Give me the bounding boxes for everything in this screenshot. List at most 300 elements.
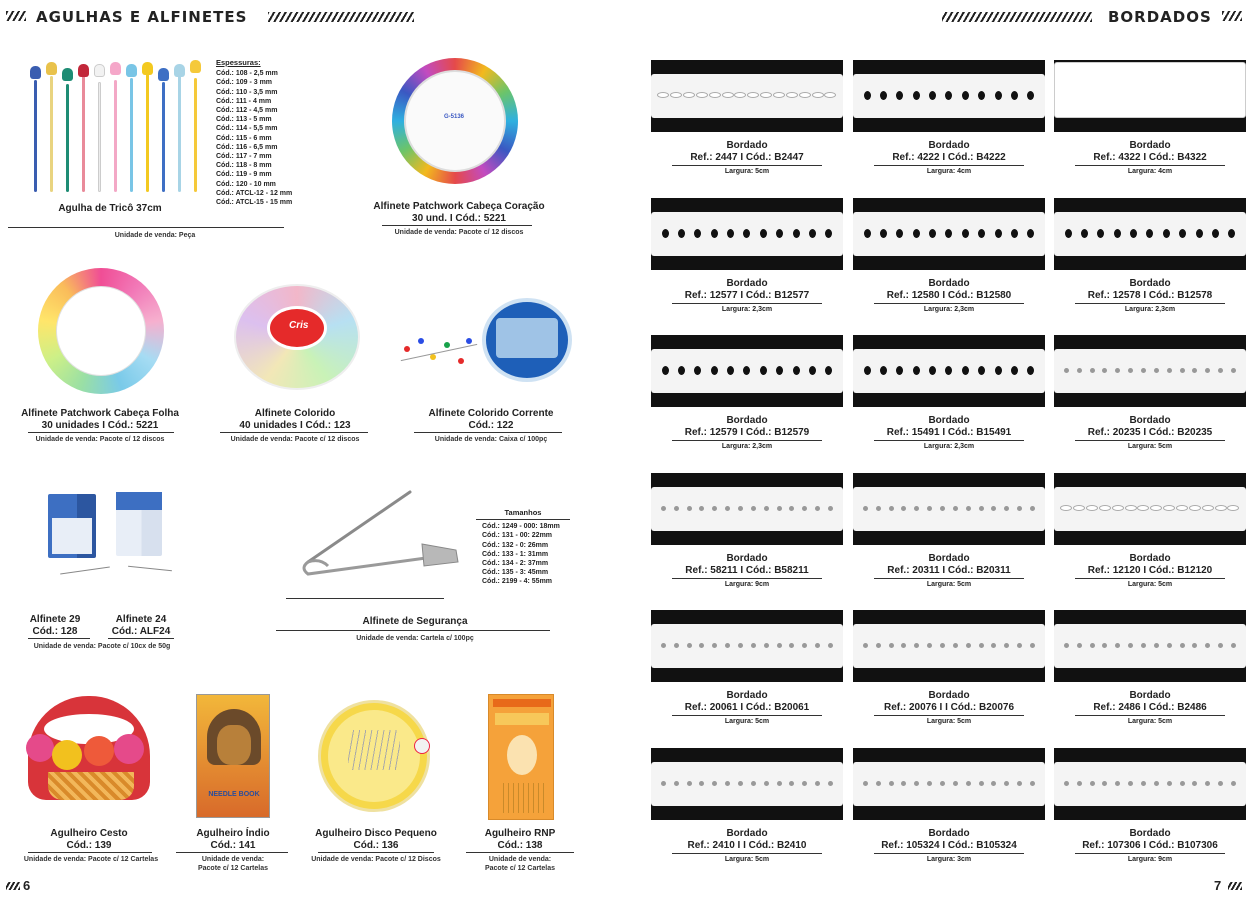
spec-item: Cód.: 133 - 1: 31mm: [482, 550, 549, 558]
heart-unit: Unidade de venda: Pacote c/ 12 discos: [394, 229, 524, 236]
bordado-pattern-mark: [1205, 781, 1210, 786]
bordado-pattern-mark: [953, 643, 958, 648]
bordado-pattern: [859, 228, 1039, 238]
leaf-title: Alfinete Patchwork Cabeça Folha: [21, 408, 179, 419]
bordado-pattern: [1060, 228, 1240, 238]
bordado-pattern-mark: [1218, 643, 1223, 648]
bordado-pattern: [1060, 365, 1240, 375]
bordado-pattern-mark: [712, 506, 717, 511]
divider: [672, 303, 822, 304]
bordado-pattern-mark: [876, 506, 881, 511]
bordado-pattern-mark: [1231, 781, 1236, 786]
bordado-pattern-mark: [1196, 229, 1203, 238]
bordado-pattern-mark: [725, 781, 730, 786]
bordado-pattern-mark: [864, 229, 871, 238]
bordado-pattern-mark: [738, 643, 743, 648]
bordado-pattern-mark: [725, 643, 730, 648]
leaf-code: 30 unidades I Cód.: 5221: [41, 420, 159, 431]
safety-spec-list: [476, 508, 570, 587]
bordado-name: Bordado: [1129, 278, 1171, 289]
bordado-pattern-mark: [945, 366, 952, 375]
spec-item: Cód.: 135 - 3: 45mm: [482, 569, 549, 577]
bordado-width: Largura: 2,3cm: [923, 443, 975, 450]
bordado-pattern-mark: [880, 229, 887, 238]
bordado-ref: Ref.: 2447 I Cód.: B2447: [690, 152, 804, 163]
bordado-pattern-mark: [1077, 781, 1082, 786]
bordado-pattern-mark: [1114, 229, 1121, 238]
bordado-pattern-mark: [828, 506, 833, 511]
alfinete-boxes-image: [44, 490, 174, 590]
disco-unit: Unidade de venda: Pacote c/ 12 Discos: [311, 856, 441, 863]
corrente-unit: Unidade de venda: Caixa c/ 100pç: [434, 436, 548, 443]
bordado-pattern-mark: [901, 781, 906, 786]
bordado-pattern: [657, 640, 837, 650]
bordado-pattern-mark: [1212, 229, 1219, 238]
bordado-pattern-mark: [776, 229, 783, 238]
bordado-pattern-mark: [812, 92, 824, 98]
bordado-pattern-mark: [1090, 643, 1095, 648]
divider: [874, 715, 1024, 716]
bordado-pattern-mark: [927, 643, 932, 648]
bordado-pattern-mark: [777, 506, 782, 511]
bordado-pattern-mark: [825, 366, 832, 375]
bordado-ref: Ref.: 12577 I Cód.: B12577: [684, 290, 810, 301]
bordado-pattern-mark: [661, 781, 666, 786]
spec-item: Cód.: 1249 - 000: 18mm: [482, 523, 560, 531]
bordado-pattern-mark: [979, 781, 984, 786]
bordado-pattern: [1060, 503, 1240, 513]
bordado-pattern-mark: [711, 229, 718, 238]
corrente-pin-box-image: [400, 294, 576, 386]
bordado-pattern-mark: [889, 506, 894, 511]
bordado-name: Bordado: [928, 415, 970, 426]
bordado-pattern-mark: [670, 92, 682, 98]
bordado-pattern-mark: [979, 506, 984, 511]
divider: [414, 432, 562, 433]
bordado-strip-image: [651, 473, 843, 545]
bordado-pattern-mark: [793, 366, 800, 375]
bordado-pattern-mark: [863, 506, 868, 511]
divider: [874, 303, 1024, 304]
bordado-pattern-mark: [1128, 643, 1133, 648]
bordado-pattern-mark: [815, 506, 820, 511]
bordado-caption: [651, 140, 843, 175]
bordado-pattern-mark: [828, 781, 833, 786]
bordado-caption: [651, 415, 843, 450]
knitting-unit: Unidade de venda: Peça: [114, 232, 196, 239]
spec-item: Cód.: 114 - 5,5 mm: [216, 125, 278, 133]
bordado-pattern-mark: [661, 506, 666, 511]
divider: [874, 440, 1024, 441]
bordado-name: Bordado: [928, 828, 970, 839]
bordado-width: Largura: 5cm: [724, 718, 770, 725]
bordado-pattern-mark: [1231, 643, 1236, 648]
heart-code: 30 und. I Cód.: 5221: [412, 213, 506, 224]
knitting-title: Agulha de Tricô 37cm: [58, 203, 162, 214]
colorido-unit: Unidade de venda: Pacote c/ 12 discos: [230, 436, 360, 443]
bordado-pattern-mark: [712, 643, 717, 648]
bordado-strip-image: [1054, 473, 1246, 545]
bordado-caption: [1054, 690, 1246, 725]
bordado-width: Largura: 9cm: [724, 581, 770, 588]
bordado-pattern-mark: [699, 643, 704, 648]
bordado-pattern-mark: [1128, 781, 1133, 786]
bordado-pattern-mark: [1060, 505, 1072, 511]
alfinete29-title: Alfinete 29: [29, 614, 81, 625]
bordado-caption: [1054, 828, 1246, 863]
bordado-pattern-mark: [751, 643, 756, 648]
divider: [28, 852, 152, 853]
bordado-pattern: [859, 778, 1039, 788]
spec-item: Cód.: 117 - 7 mm: [216, 153, 272, 161]
bordado-pattern-mark: [760, 92, 772, 98]
bordado-width: Largura: 2,3cm: [923, 306, 975, 313]
rnp-needle-pack-image: [488, 694, 554, 820]
bordado-ref: Ref.: 12120 I Cód.: B12120: [1087, 565, 1213, 576]
bordado-pattern-mark: [764, 781, 769, 786]
bordado-pattern-mark: [738, 781, 743, 786]
bordado-pattern-mark: [991, 781, 996, 786]
bordado-name: Bordado: [1129, 690, 1171, 701]
bordado-pattern-mark: [722, 92, 734, 98]
bordado-pattern: [657, 365, 837, 375]
bordado-pattern-mark: [789, 643, 794, 648]
spec-item: Cód.: 132 - 0: 26mm: [482, 541, 549, 549]
bordado-pattern-mark: [828, 643, 833, 648]
bordado-ref: Ref.: 2410 I I Cód.: B2410: [687, 840, 807, 851]
bordado-pattern-mark: [815, 643, 820, 648]
bordado-strip-image: [853, 198, 1045, 270]
bordado-pattern-mark: [1102, 368, 1107, 373]
spec-item: Cód.: 108 - 2,5 mm: [216, 70, 278, 78]
bordado-pattern-mark: [864, 366, 871, 375]
bordado-pattern-mark: [786, 92, 798, 98]
bordado-pattern-mark: [913, 366, 920, 375]
divider: [28, 432, 174, 433]
spec-item: Cód.: 131 - 00: 22mm: [482, 532, 553, 540]
spec-item: Cód.: 116 - 6,5 mm: [216, 143, 278, 151]
bordado-pattern-mark: [1090, 368, 1095, 373]
bordado-name: Bordado: [726, 828, 768, 839]
bordado-pattern-mark: [1218, 781, 1223, 786]
bordado-width: Largura: 5cm: [1127, 718, 1173, 725]
bordado-pattern-mark: [1167, 643, 1172, 648]
bordado-pattern-mark: [773, 92, 785, 98]
bordado-pattern-mark: [1192, 643, 1197, 648]
bordado-caption: [651, 553, 843, 588]
divider: [318, 852, 434, 853]
bordado-name: Bordado: [1129, 553, 1171, 564]
bordado-pattern: [1060, 778, 1240, 788]
alfinete24-title: Alfinete 24: [115, 614, 167, 625]
bordado-pattern-mark: [776, 366, 783, 375]
bordado-pattern-mark: [789, 506, 794, 511]
bordado-pattern-mark: [929, 366, 936, 375]
bordado-ref: Ref.: 12579 I Cód.: B12579: [684, 427, 810, 438]
bordado-pattern-mark: [1017, 781, 1022, 786]
bordado-pattern-mark: [978, 91, 985, 100]
spec-item: Cód.: ATCL-15 - 15 mm: [216, 199, 293, 207]
bordado-pattern-mark: [896, 229, 903, 238]
bordado-pattern-mark: [876, 643, 881, 648]
bordado-pattern-mark: [687, 643, 692, 648]
bordado-pattern-mark: [764, 643, 769, 648]
disco-needle-case-image: [318, 700, 432, 812]
bordado-pattern-mark: [940, 781, 945, 786]
bordado-pattern-mark: [802, 506, 807, 511]
spec-item: Cód.: 134 - 2: 37mm: [482, 560, 549, 568]
bordado-ref: Ref.: 20076 I I Cód.: B20076: [883, 702, 1015, 713]
bordado-ref: Ref.: 20235 I Cód.: B20235: [1087, 427, 1213, 438]
bordado-pattern-mark: [889, 781, 894, 786]
header-hatch-right-icon: [1222, 11, 1242, 21]
bordado-fabric: [1054, 62, 1246, 118]
indio-unit-2: Pacote c/ 12 Cartelas: [197, 865, 269, 872]
bordado-pattern-mark: [896, 91, 903, 100]
bordado-pattern-mark: [1180, 368, 1185, 373]
bordado-caption: [853, 828, 1045, 863]
bordado-pattern-mark: [1011, 229, 1018, 238]
page-hatch-icon: [6, 882, 20, 890]
bordado-pattern-mark: [1180, 781, 1185, 786]
bordado-pattern-mark: [1141, 781, 1146, 786]
bordado-pattern-mark: [896, 366, 903, 375]
bordado-pattern-mark: [914, 781, 919, 786]
bordado-pattern-mark: [743, 229, 750, 238]
bordado-pattern-mark: [1163, 229, 1170, 238]
bordado-pattern-mark: [1167, 781, 1172, 786]
bordado-strip-image: [1054, 60, 1246, 132]
bordado-pattern-mark: [995, 91, 1002, 100]
bordado-pattern-mark: [1115, 781, 1120, 786]
spec-item: Cód.: ATCL-12 - 12 mm: [216, 189, 293, 197]
bordado-caption: [651, 828, 843, 863]
bordado-pattern: [657, 778, 837, 788]
bordado-ref: Ref.: 2486 I Cód.: B2486: [1093, 702, 1207, 713]
header-hatch-bar-right: [942, 12, 1092, 22]
divider: [382, 225, 532, 226]
divider: [276, 630, 550, 631]
bordado-pattern-mark: [699, 781, 704, 786]
bordado-pattern-mark: [1030, 643, 1035, 648]
bordado-pattern-mark: [966, 506, 971, 511]
bordado-pattern-mark: [1004, 506, 1009, 511]
bordado-pattern-mark: [747, 92, 759, 98]
rnp-unit-1: Unidade de venda:: [488, 856, 552, 863]
bordado-pattern-mark: [962, 366, 969, 375]
bordado-pattern-mark: [809, 229, 816, 238]
bordado-pattern-mark: [1115, 368, 1120, 373]
bordado-pattern-mark: [1192, 368, 1197, 373]
bordado-pattern-mark: [712, 781, 717, 786]
bordado-name: Bordado: [1129, 415, 1171, 426]
spec-item: Cód.: 113 - 5 mm: [216, 116, 272, 124]
bordado-pattern-mark: [979, 643, 984, 648]
bordado-pattern-mark: [1146, 229, 1153, 238]
spec-item: Cód.: 111 - 4 mm: [216, 97, 272, 105]
bordado-pattern-mark: [863, 643, 868, 648]
bordado-pattern-mark: [1064, 368, 1069, 373]
bordado-pattern-mark: [1228, 229, 1235, 238]
bordado-caption: [1054, 553, 1246, 588]
right-page-title: BORDADOS: [1108, 8, 1212, 26]
bordado-pattern-mark: [1125, 505, 1137, 511]
bordado-width: Largura: 5cm: [724, 168, 770, 175]
bordado-pattern-mark: [1011, 91, 1018, 100]
bordado-pattern-mark: [880, 91, 887, 100]
bordado-pattern: [859, 503, 1039, 513]
bordado-pattern-mark: [1017, 506, 1022, 511]
bordado-pattern-mark: [945, 91, 952, 100]
header-hatch-left-icon: [6, 11, 26, 21]
cesto-basket-image: [22, 696, 156, 804]
bordado-pattern-mark: [678, 229, 685, 238]
bordado-ref: Ref.: 107306 I Cód.: B107306: [1082, 840, 1218, 851]
bordado-pattern-mark: [727, 229, 734, 238]
bordado-pattern-mark: [1141, 368, 1146, 373]
bordado-pattern-mark: [674, 781, 679, 786]
divider: [672, 853, 822, 854]
bordado-pattern-mark: [1102, 781, 1107, 786]
bordado-width: Largura: 9cm: [1127, 856, 1173, 863]
bordado-pattern-mark: [687, 506, 692, 511]
bordado-name: Bordado: [726, 553, 768, 564]
bordado-width: Largura: 2,3cm: [721, 443, 773, 450]
divider: [1075, 578, 1225, 579]
bordado-pattern-mark: [1030, 506, 1035, 511]
bordado-pattern: [859, 365, 1039, 375]
bordado-pattern-mark: [1231, 368, 1236, 373]
bordado-width: Largura: 2,3cm: [721, 306, 773, 313]
indio-code: Cód.: 141: [210, 840, 256, 851]
bordado-strip-image: [1054, 610, 1246, 682]
bordado-pattern-mark: [777, 781, 782, 786]
bordado-caption: [853, 690, 1045, 725]
bordado-ref: Ref.: 4222 I Cód.: B4222: [892, 152, 1006, 163]
bordado-pattern-mark: [815, 781, 820, 786]
bordado-pattern-mark: [802, 781, 807, 786]
divider: [672, 578, 822, 579]
safety-spec-title: Tamanhos: [504, 508, 542, 517]
bordado-width: Largura: 5cm: [926, 581, 972, 588]
heart-pin-wheel-image: G-5136: [392, 56, 518, 186]
safety-title: Alfinete de Segurança: [362, 616, 468, 627]
bordado-pattern-mark: [1215, 505, 1227, 511]
bordado-caption: [1054, 278, 1246, 313]
bordado-pattern-mark: [1227, 505, 1239, 511]
bordado-pattern-mark: [809, 366, 816, 375]
spec-item: Cód.: 115 - 6 mm: [216, 134, 272, 142]
bordado-pattern-mark: [764, 506, 769, 511]
cesto-unit: Unidade de venda: Pacote c/ 12 Cartelas: [23, 856, 159, 863]
bordado-width: Largura: 3cm: [926, 856, 972, 863]
bordado-pattern-mark: [1077, 643, 1082, 648]
bordado-pattern-mark: [1167, 368, 1172, 373]
divider: [220, 432, 368, 433]
bordado-pattern-mark: [889, 643, 894, 648]
bordado-pattern-mark: [699, 506, 704, 511]
knitting-needles-image: [22, 60, 212, 192]
bordado-pattern-mark: [1180, 643, 1185, 648]
bordado-strip-image: [651, 198, 843, 270]
bordado-pattern-mark: [966, 781, 971, 786]
bordado-name: Bordado: [928, 553, 970, 564]
bordado-caption: [853, 415, 1045, 450]
bordado-strip-image: [651, 60, 843, 132]
rnp-code: Cód.: 138: [497, 840, 543, 851]
bordado-pattern-mark: [1004, 643, 1009, 648]
bordado-pattern-mark: [927, 506, 932, 511]
alfinete29-code: Cód.: 128: [32, 626, 78, 637]
bordado-pattern-mark: [1163, 505, 1175, 511]
header-hatch-bar: [268, 12, 414, 22]
bordado-pattern-mark: [929, 91, 936, 100]
bordado-pattern-mark: [995, 229, 1002, 238]
bordado-pattern-mark: [687, 781, 692, 786]
bordado-pattern-mark: [1154, 781, 1159, 786]
spec-item: Cód.: 109 - 3 mm: [216, 79, 273, 87]
bordado-pattern-mark: [1027, 229, 1034, 238]
bordado-name: Bordado: [1129, 828, 1171, 839]
bordado-pattern-mark: [751, 506, 756, 511]
bordado-pattern-mark: [940, 643, 945, 648]
bordado-pattern-mark: [929, 229, 936, 238]
bordado-pattern-mark: [1150, 505, 1162, 511]
bordado-name: Bordado: [1129, 140, 1171, 151]
bordado-pattern-mark: [1192, 781, 1197, 786]
divider: [1075, 303, 1225, 304]
bordado-strip-image: [853, 60, 1045, 132]
divider: [1075, 440, 1225, 441]
bordado-pattern-mark: [1081, 229, 1088, 238]
bordado-pattern-mark: [662, 229, 669, 238]
bordado-caption: [1054, 415, 1246, 450]
bordado-pattern-mark: [696, 92, 708, 98]
bordado-width: Largura: 4cm: [926, 168, 972, 175]
bordado-pattern-mark: [864, 91, 871, 100]
bordado-pattern-mark: [1205, 643, 1210, 648]
bordado-pattern-mark: [1099, 505, 1111, 511]
disco-title: Agulheiro Disco Pequeno: [315, 828, 437, 839]
bordado-caption: [853, 553, 1045, 588]
knitting-spec-title: Espessuras:: [216, 58, 261, 67]
bordado-pattern-mark: [1086, 505, 1098, 511]
bordado-pattern-mark: [1097, 229, 1104, 238]
bordado-pattern-mark: [674, 506, 679, 511]
bordado-pattern-mark: [913, 229, 920, 238]
bordado-pattern-mark: [1027, 91, 1034, 100]
bordado-pattern-mark: [1073, 505, 1085, 511]
bordado-pattern-mark: [777, 643, 782, 648]
leaf-pin-wheel-image: [38, 268, 166, 394]
knitting-spec-list: [216, 58, 292, 207]
bordado-pattern-mark: [962, 229, 969, 238]
bordado-name: Bordado: [928, 690, 970, 701]
bordado-pattern-mark: [1205, 368, 1210, 373]
bordado-pattern: [859, 640, 1039, 650]
bordado-pattern-mark: [751, 781, 756, 786]
bordado-pattern-mark: [760, 366, 767, 375]
bordado-pattern-mark: [725, 506, 730, 511]
bordado-pattern-mark: [962, 91, 969, 100]
bordado-caption: [1054, 140, 1246, 175]
bordado-pattern-mark: [1137, 505, 1149, 511]
bordado-pattern-mark: [1202, 505, 1214, 511]
bordado-ref: Ref.: 20311 I Cód.: B20311: [887, 565, 1011, 576]
bordado-strip-image: [1054, 748, 1246, 820]
bordado-caption: [853, 278, 1045, 313]
bordado-ref: Ref.: 105324 I Cód.: B105324: [881, 840, 1017, 851]
